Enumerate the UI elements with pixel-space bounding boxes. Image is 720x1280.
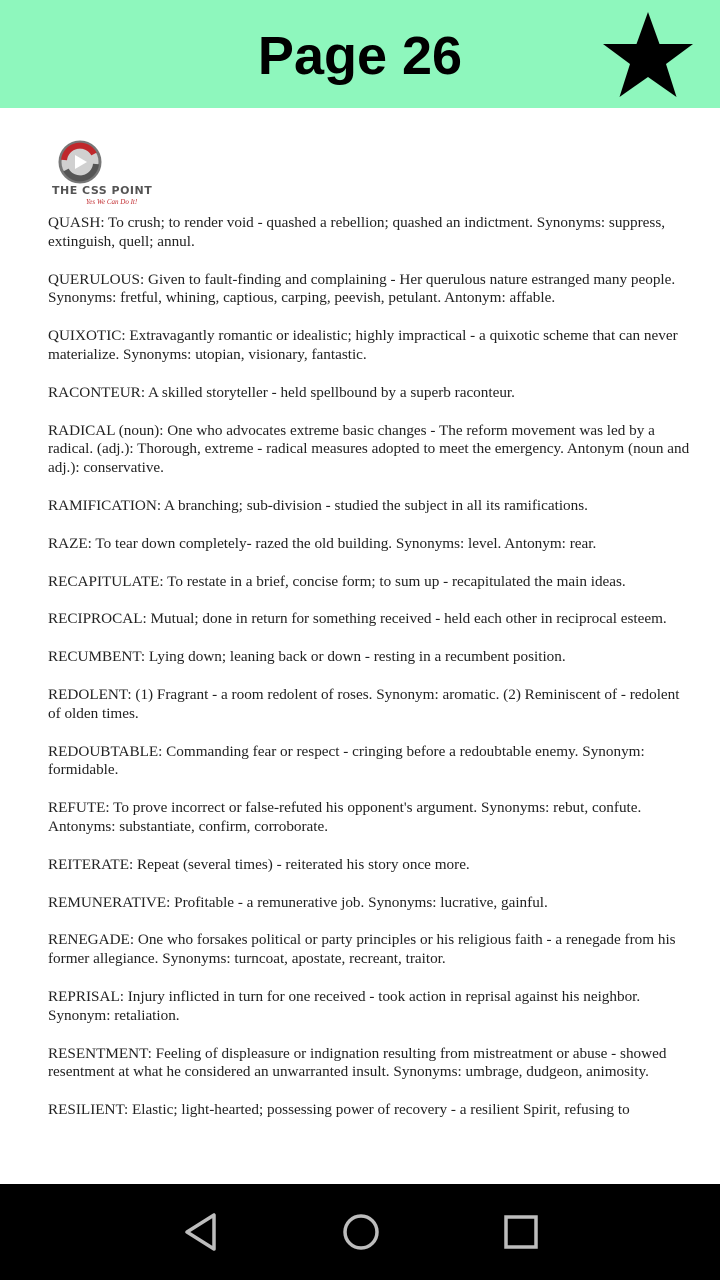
page-title: Page 26 (257, 26, 463, 86)
list-item: REPRISAL: Injury inflicted in turn for one received - took action in reprisal against his neighbor. Synonym: retaliation. (48, 987, 641, 1024)
app-header (0, 0, 720, 108)
logo-name: THE CSS POINT (52, 184, 153, 197)
list-item: REDOLENT: (1) Fragrant - a room redolent of roses. Synonym: aromatic. (2) Reminiscent of - redolent of olden times. (48, 685, 680, 722)
recents-icon (497, 1208, 545, 1256)
favorite-button[interactable] (598, 8, 698, 104)
system-nav-bar (0, 1184, 720, 1280)
back-icon (178, 1208, 226, 1256)
list-item: RESILIENT: Elastic; light-hearted; possessing power of recovery - a resilient Spirit, refusing to (48, 1101, 630, 1119)
list-item: RAZE: To tear down completely- razed the old building. Synonyms: level. Antonym: rear. (48, 534, 597, 552)
list-item: REFUTE: To prove incorrect or false-refuted his opponent's argument. Synonyms: rebut, confute. Antonyms: substantiate, confirm, corroborate. (48, 799, 642, 835)
document-page (0, 108, 720, 1184)
list-item: QUASH: To crush; to render void - quashed a rebellion; quashed an indictment. Synonyms: suppress, extinguish, quell; annul. (48, 214, 666, 250)
vocabulary-list (48, 214, 694, 1139)
list-item: RADICAL (noun): One who advocates extreme basic changes - The reform movement was led by a radical. (adj.): Thorough, extreme - radical measures adopted to meet the emergency. Antonym (noun and adj.): conservative. (48, 421, 690, 477)
list-item: REMUNERATIVE: Profitable - a remunerative job. Synonyms: lucrative, gainful. (48, 893, 548, 911)
list-item: RACONTEUR: A skilled storyteller - held spellbound by a superb raconteur. (48, 383, 515, 401)
logo-emblem-icon (50, 138, 162, 188)
list-item: QUERULOUS: Given to fault-finding and complaining - Her querulous nature estranged many people. Synonyms: fretful, whining, captious, carping, peevish, petulant. Antonym: affable. (48, 270, 676, 307)
back-button[interactable] (178, 1208, 226, 1256)
list-item: RECAPITULATE: To restate in a brief, concise form; to sum up - recapitulated the main ideas. (48, 572, 626, 590)
list-item: REDOUBTABLE: Commanding fear or respect - cringing before a redoubtable enemy. Synonym: formidable. (48, 742, 645, 779)
home-button[interactable] (337, 1208, 385, 1256)
recents-button[interactable] (497, 1208, 545, 1256)
list-item: QUIXOTIC: Extravagantly romantic or idealistic; highly impractical - a quixotic scheme that can never materialize. Synonyms: utopian, visionary, fantastic. (48, 327, 678, 363)
list-item: RECUMBENT: Lying down; leaning back or down - resting in a recumbent position. (48, 648, 566, 666)
list-item: RECIPROCAL: Mutual; done in return for something received - held each other in reciprocal esteem. (48, 610, 667, 628)
list-item: REITERATE: Repeat (several times) - reiterated his story once more. (48, 855, 470, 873)
home-icon (337, 1208, 385, 1256)
star-icon (598, 8, 698, 104)
logo-tagline: Yes We Can Do It! (86, 198, 138, 206)
list-item: RENEGADE: One who forsakes political or party principles or his religious faith - a renegade from his former allegiance. Synonyms: turncoat, apostate, recreant, traitor. (48, 931, 676, 968)
list-item: RAMIFICATION: A branching; sub-division - studied the subject in all its ramifications. (48, 496, 588, 514)
list-item: RESENTMENT: Feeling of displeasure or indignation resulting from mistreatment or abuse - showed resentment at what he considered an unwarranted insult. Synonyms: umbrage, dudgeon, animosity. (48, 1044, 667, 1081)
